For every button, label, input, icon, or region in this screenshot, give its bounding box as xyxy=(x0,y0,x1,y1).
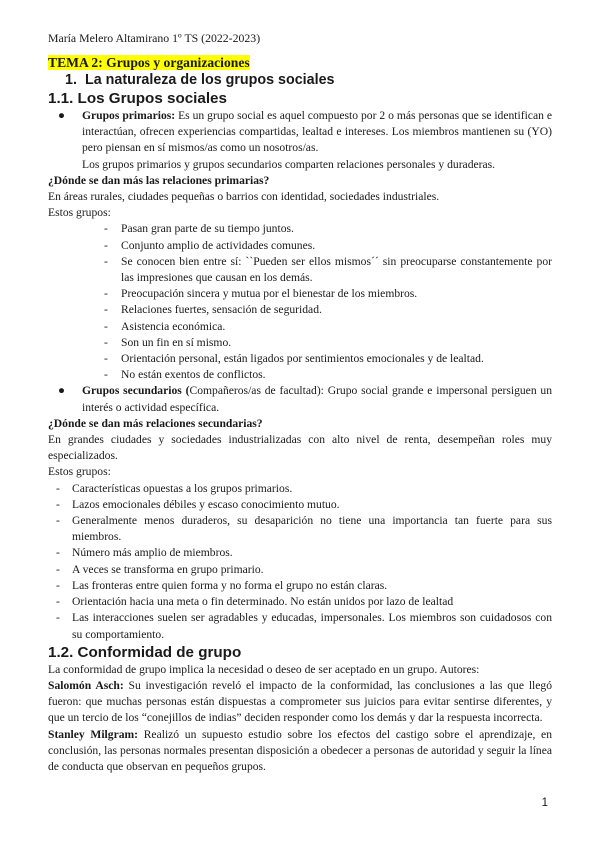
primarios-bullet xyxy=(48,108,552,157)
conformidad-intro: La conformidad de grupo implica la necesidad o deseo de ser aceptado en un grupo. Autores: xyxy=(48,662,480,676)
list-item: - A veces se transforma en grupo primario. xyxy=(56,562,264,576)
question-2: ¿Dónde se dan más relaciones secundarias? xyxy=(48,416,263,430)
author-line: María Melero Altamirano 1º TS (2022-2023) xyxy=(48,31,261,45)
list-item: - Características opuestas a los grupos primarios. xyxy=(56,481,293,495)
document-page xyxy=(48,30,552,775)
list-item: - Orientación personal, están ligados por sentimientos emocionales y de lealtad. xyxy=(104,352,484,366)
primary-traits-list xyxy=(48,221,552,383)
asch-paragraph xyxy=(48,678,552,727)
list-item: - No están exentos de conflictos. xyxy=(104,368,266,382)
milgram-name: Stanley Milgram: xyxy=(48,727,139,741)
list-item: - Son un fin en sí mismo. xyxy=(104,335,232,349)
list-item: - Se conocen bien entre sí: ``Pueden ser ellos mismos´´ sin preocuparse constantemente por las impresiones que causan en los demás. xyxy=(104,254,552,285)
asch-name: Salomón Asch: xyxy=(48,678,124,692)
question-1: ¿Dónde se dan más las relaciones primarias? xyxy=(48,173,270,187)
section-1-number: 1. xyxy=(65,72,77,88)
bullet-dot: ● xyxy=(58,109,66,122)
milgram-text: Realizó un supuesto estudio sobre los efectos del castigo sobre el aprendizaje, en conclusión, las personas normales presentan disposición a obedecer a personas de autoridad y seguir la línea de conducta que observan en pequeños grupos. xyxy=(48,727,552,773)
list-item: - Las fronteras entre quien forma y no forma el grupo no están claras. xyxy=(56,578,388,592)
tema-heading xyxy=(48,54,552,71)
section-1-title: La naturaleza de los grupos sociales xyxy=(85,72,335,88)
list-item: - Asistencia económica. xyxy=(104,319,226,333)
secundarios-text: Compañeros/as de facultad): Grupo social grande e impersonal persiguen un interés o actividad específica. xyxy=(82,384,553,414)
list-item: - Lazos emocionales débiles y escaso conocimiento mutuo. xyxy=(56,497,340,511)
primarios-extra: Los grupos primarios y grupos secundarios comparten relaciones personales y duraderas. xyxy=(82,157,496,171)
question-1-answer: En áreas rurales, ciudades pequeñas o barrios con identidad, sociedades industriales. xyxy=(48,190,440,204)
list-item: - Preocupación sincera y mutua por el bienestar de los miembros. xyxy=(104,287,418,301)
secundarios-term: Grupos secundarios xyxy=(82,384,182,398)
subsection-1-1-heading: 1.1. Los Grupos sociales xyxy=(48,90,227,107)
list-item: - Número más amplio de miembros. xyxy=(56,546,233,560)
milgram-paragraph xyxy=(48,727,552,776)
list-item: - Conjunto amplio de actividades comunes. xyxy=(104,238,316,252)
secondary-traits-list xyxy=(48,481,552,643)
bullet-dot: ● xyxy=(58,384,66,398)
estos-grupos-1: Estos grupos: xyxy=(48,206,111,220)
question-2-answer: En grandes ciudades y sociedades industrializadas con alto nivel de renta, desempeñan roles muy especializados. xyxy=(48,433,552,463)
page-number: 1 xyxy=(541,797,548,809)
list-item: - Orientación hacia una meta o fin determinado. No están unidos por lazo de lealtad xyxy=(56,595,454,609)
estos-grupos-2: Estos grupos: xyxy=(48,465,111,479)
primarios-text: Es un grupo social es aquel compuesto por 2 o más personas que se identifican e interactúan, ofrecen experiencias compartidas, lealtad e intereses. Los miembros mantienen su (YO) pero piensan en sí mismos/as como un nosotros/as. xyxy=(82,109,552,155)
subsection-1-2-heading: 1.2. Conformidad de grupo xyxy=(48,643,242,661)
secundarios-bullet: ● Grupos secundarios (Compañeros/as de facultad): Grupo social grande e impersonal persiguen un interés o actividad específica. xyxy=(58,384,553,414)
list-item: - Relaciones fuertes, sensación de seguridad. xyxy=(104,303,322,317)
tema-highlight: TEMA 2: Grupos y organizaciones xyxy=(48,55,250,70)
section-1-heading xyxy=(65,71,552,89)
list-item: - Las interacciones suelen ser agradables y educadas, impersonales. Los miembros son cuidadosos con su comportamiento. xyxy=(56,611,552,641)
list-item: - Pasan gran parte de su tiempo juntos. xyxy=(104,222,294,236)
asch-text: Su investigación reveló el impacto de la conformidad, las conclusiones a las que llegó fueron: que muchas personas están dispuestas a comprometer sus juicios para evitar sentirse diferentes, y que un tercio de los “conejillos de indias” deciden responder como los demás y dar la respuesta incorrecta. xyxy=(48,678,552,725)
list-item: - Generalmente menos duraderos, su desaparición no tiene una importancia tan fuerte para sus miembros. xyxy=(56,514,552,544)
primarios-term: Grupos primarios: xyxy=(82,109,176,122)
